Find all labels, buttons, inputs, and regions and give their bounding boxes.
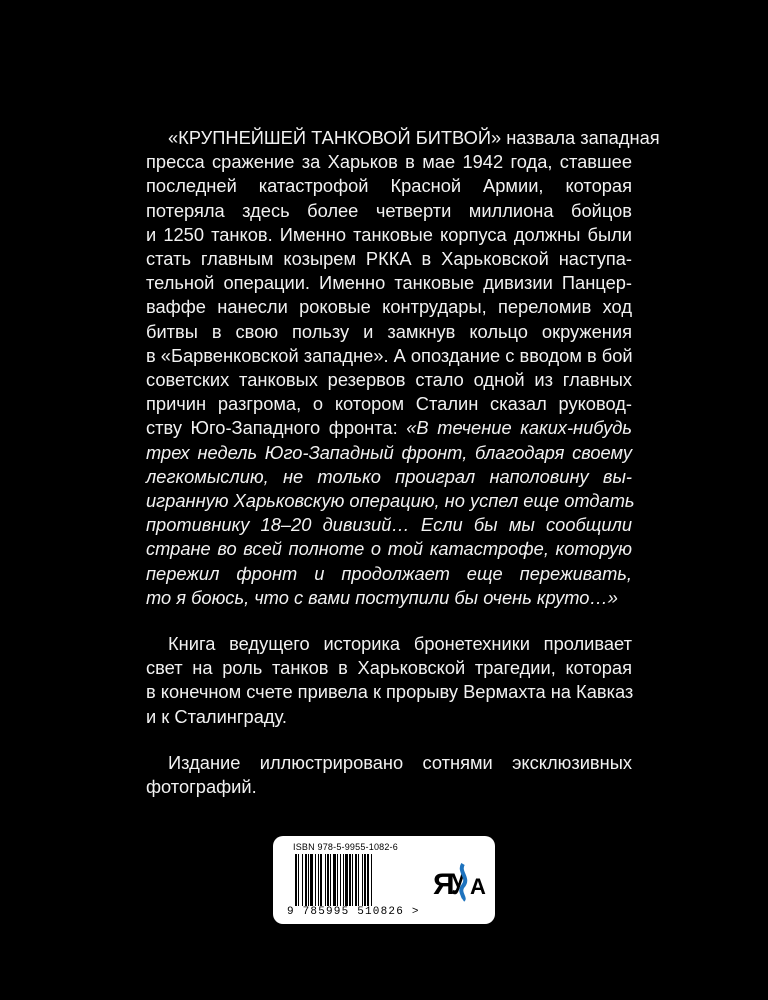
text-line: «КРУПНЕЙШЕЙ ТАНКОВОЙ БИТВОЙ» назвала западная [168, 127, 660, 148]
barcode-bar [358, 854, 359, 906]
barcode-bar [349, 854, 351, 906]
text-line: в «Барвенковской западне». А опоздание с вводом в бой [146, 344, 633, 366]
barcode-bar [310, 854, 313, 906]
quote-line: пережил фронт и продолжает еще переживать, [146, 562, 632, 584]
text-line: в конечном счете привела к прорыву Вермахта на Кавказ [146, 681, 634, 703]
barcode-bar [345, 854, 348, 906]
barcode-bar [327, 854, 329, 906]
barcode-digits: 9 785995 510826 > [287, 906, 420, 918]
svg-text:А: А [470, 874, 486, 899]
quote-line: стране во всей полноте о той катастрофе, которую [146, 538, 632, 560]
description-text [146, 126, 660, 799]
svg-text:Я: Я [433, 868, 455, 901]
barcode-bar [298, 854, 299, 906]
text-line: советских танковых резервов стало одной из главных [146, 369, 632, 391]
text-segment: ству Юго-Западного фронта: [146, 417, 407, 439]
text-line: потеряла здесь более четверти миллиона бойцов [146, 199, 632, 221]
quote-line: трех недель Юго-Западный фронт, благодаря своему [146, 441, 632, 463]
text-line: Издание иллюстрировано сотнями эксклюзивных [168, 751, 632, 773]
barcode-bar [367, 854, 369, 906]
barcode-bar [355, 854, 357, 906]
barcode-bar [295, 854, 297, 906]
paragraph-gap [146, 610, 632, 632]
text-line: ваффе нанесли роковые контрудары, переломив ход [146, 296, 632, 318]
text-line: и 1250 танков. Именно танковые корпуса должны были [146, 223, 632, 245]
paragraph-2 [146, 632, 632, 729]
barcode-bar [320, 854, 322, 906]
text-line: и к Сталинграду. [146, 705, 287, 727]
barcode-bar [330, 854, 331, 906]
text-line: битвы в свою пользу и замкнув кольцо окружения [146, 320, 632, 342]
barcode-card [273, 836, 495, 924]
paragraph-1 [146, 126, 660, 610]
isbn-label: ISBN 978-5-9955-1082-6 [293, 842, 398, 852]
paragraph-gap [146, 729, 632, 751]
barcode-bar [302, 854, 303, 906]
text-line: свет на роль танков в Харьковской трагедии, которая [146, 657, 632, 679]
barcode-bar [308, 854, 309, 906]
barcode-bar [333, 854, 336, 906]
barcode-bar [343, 854, 344, 906]
yauza-publisher-logo [433, 858, 487, 902]
barcode-bars [293, 854, 425, 906]
barcode-bar [318, 854, 319, 906]
barcode-bar [315, 854, 316, 906]
paragraph-3 [146, 751, 632, 799]
barcode-bar [340, 854, 341, 906]
text-line: стать главным козырем РККА в Харьковской наступа- [146, 248, 632, 270]
quote-line: легкомыслию, не только проиграл наполовину вы- [146, 465, 632, 487]
quote-line: противнику 18–20 дивизий… Если бы мы сообщили [146, 514, 632, 536]
barcode-bar [364, 854, 366, 906]
barcode-bar [337, 854, 338, 906]
quote-start: «В течение каких-нибудь [406, 417, 632, 439]
text-line: Книга ведущего историка бронетехники проливает [168, 633, 632, 655]
barcode-bar [352, 854, 353, 906]
text-line: причин разгрома, о котором Сталин сказал руковод- [146, 393, 632, 415]
barcode-bar [305, 854, 307, 906]
text-line-mixed [146, 416, 632, 440]
barcode-bar [362, 854, 363, 906]
text-line: последней катастрофой Красной Армии, которая [146, 175, 632, 197]
barcode-bar [371, 854, 372, 906]
quote-line: игранную Харьковскую операцию, но успел еще отдать [146, 490, 635, 512]
text-line: пресса сражение за Харьков в мае 1942 года, ставшее [146, 151, 632, 173]
text-line: фотографий. [146, 776, 257, 798]
barcode-bar [325, 854, 326, 906]
text-line: тельной операции. Именно танковые дивизии Панцер- [146, 272, 632, 294]
quote-line: то я боюсь, что с вами поступили бы очень круто…» [146, 586, 618, 608]
svg-text:У: У [451, 868, 465, 901]
